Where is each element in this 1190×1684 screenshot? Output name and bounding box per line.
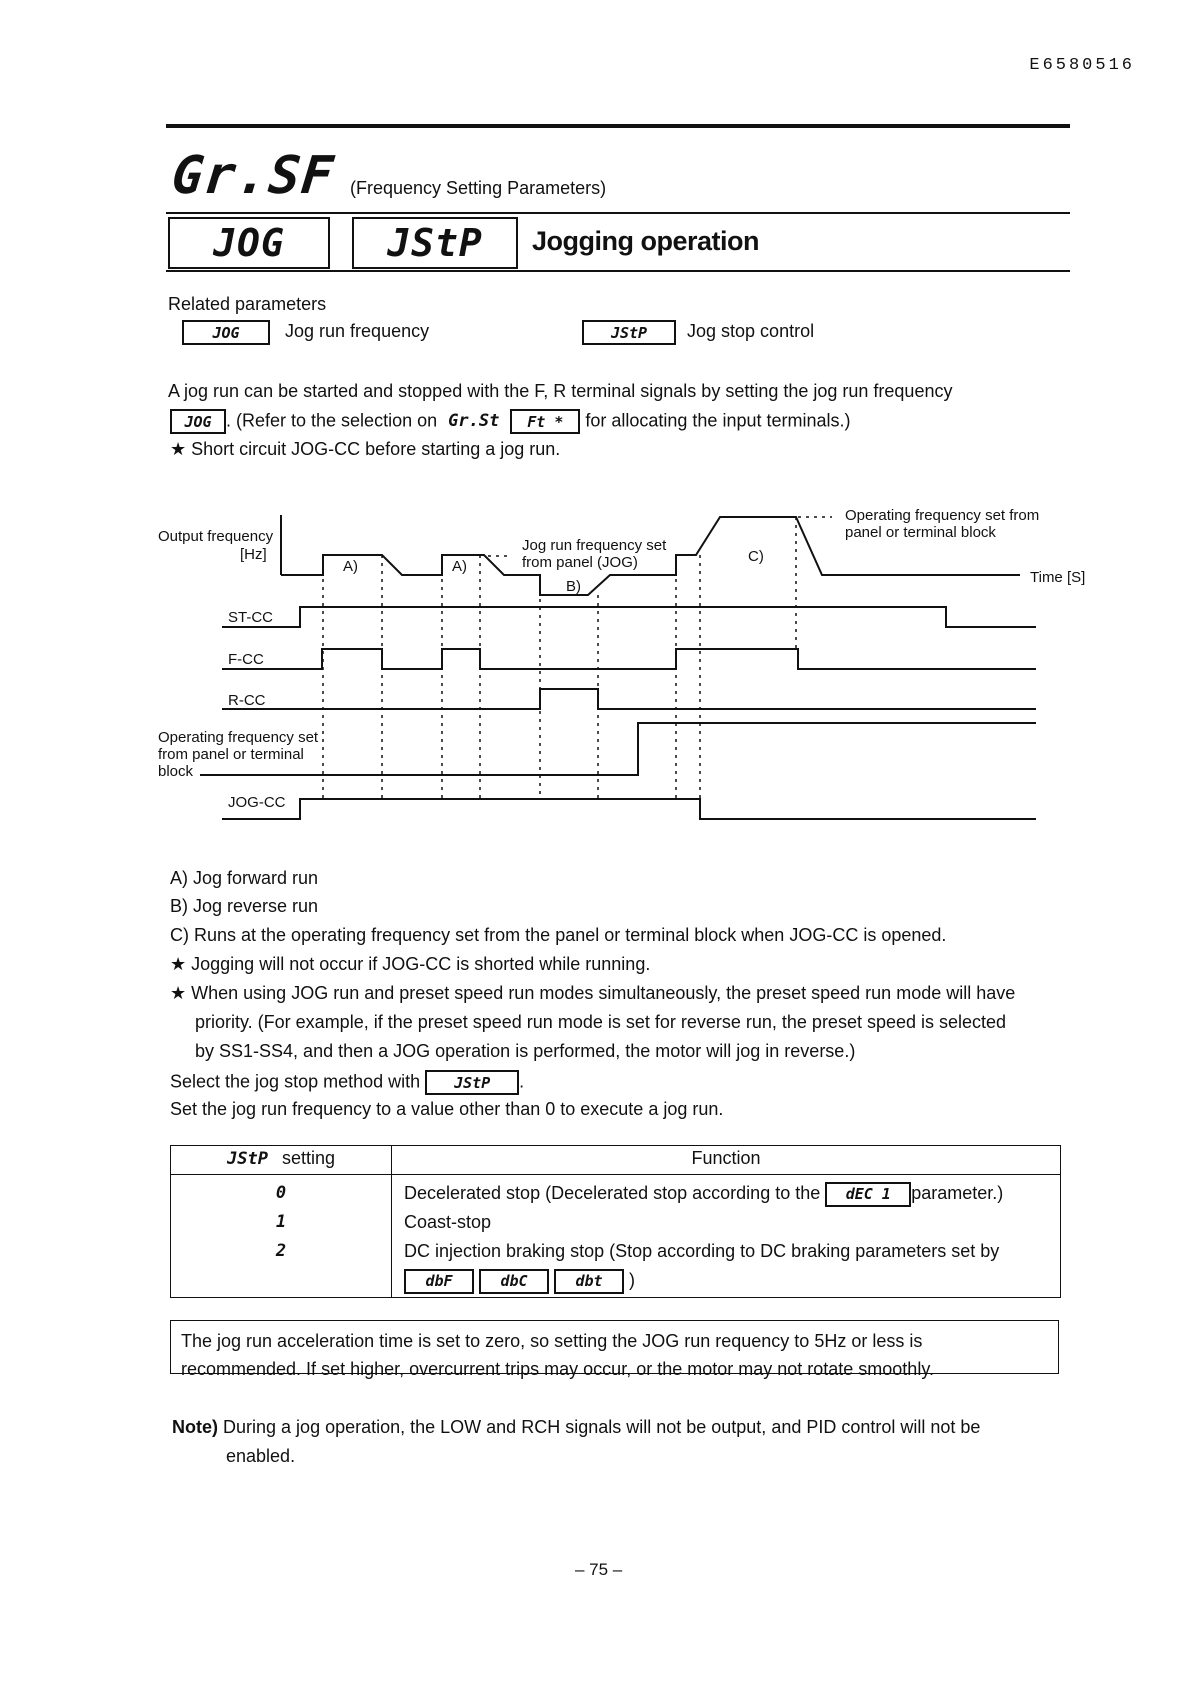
param-box: JStP (582, 320, 676, 345)
time-axis-label: Time [S] (1030, 569, 1086, 586)
intro-text: . (Refer to the selection on (226, 410, 438, 431)
function-2: DC injection braking stop (Stop according to DC braking parameters set by (404, 1241, 1000, 1261)
boxed-note-line1: The jog run acceleration time is set to zero, so setting the JOG run requency to 5Hz or less is (181, 1331, 923, 1351)
select-line (170, 1070, 524, 1095)
note-b: B) Jog reverse run (170, 896, 319, 916)
param-box: dbt (554, 1269, 624, 1294)
annotation-op-freq: Operating frequency set from (845, 507, 1040, 524)
star-note-3-line2: priority. (For example, if the preset speed run mode is set for reverse run, the preset speed is selected (195, 1012, 1007, 1032)
param-box: JStP (425, 1070, 519, 1095)
signal-label-st-cc: ST-CC (228, 609, 273, 626)
page-title: Jogging operation (532, 226, 759, 256)
document-id: E6580516 (1029, 56, 1135, 75)
related-desc: Jog stop control (687, 321, 815, 342)
axis-label: Output frequency (158, 528, 274, 545)
header-text: setting (281, 1148, 335, 1168)
label-a1: A) (343, 558, 358, 575)
select-text: Select the jog stop method with (170, 1071, 421, 1092)
table-header-row (171, 1146, 1061, 1175)
setting-value: 2 (275, 1241, 287, 1261)
table-header-setting (171, 1146, 392, 1175)
header-param-jog: JOG (168, 217, 330, 269)
function-2-params (404, 1266, 1048, 1295)
section-subtitle: (Frequency Setting Parameters) (350, 178, 607, 198)
param-box: dEC 1 (825, 1182, 911, 1207)
signal-label-opfreq: from panel or terminal (158, 746, 304, 763)
annotation-op-freq: panel or terminal block (845, 524, 996, 541)
table-row (171, 1175, 1061, 1298)
signal-st-cc-trace (222, 607, 1036, 627)
signal-f-cc-trace (222, 649, 1036, 669)
signal-opfreq-trace (200, 723, 1036, 775)
annotation-jog-freq: Jog run frequency set (522, 537, 667, 554)
setting-values (171, 1175, 392, 1298)
footnote-line2: enabled. (226, 1446, 296, 1466)
intro-line1: A jog run can be started and stopped with the F, R terminal signals by setting the jog run frequency (168, 381, 953, 401)
footnote-line1 (172, 1417, 980, 1438)
jstp-settings-table (170, 1145, 1061, 1298)
set-line: Set the jog run frequency to a value other than 0 to execute a jog run. (170, 1099, 724, 1119)
function-text: parameter.) (911, 1183, 1004, 1203)
signal-label-r-cc: R-CC (228, 692, 266, 709)
intro-text: for allocating the input terminals.) (585, 410, 851, 431)
function-text: Decelerated stop (Decelerated stop according to the (404, 1183, 821, 1203)
signal-label-jog-cc: JOG-CC (228, 794, 286, 811)
related-desc: Jog run frequency (285, 321, 430, 342)
setting-value: 0 (275, 1183, 287, 1203)
signal-r-cc-trace (222, 689, 1036, 709)
star-note-2: ★ Jogging will not occur if JOG-CC is shorted while running. (170, 954, 651, 974)
param-box: Ft * (510, 409, 580, 434)
param-code: JStP (227, 1149, 268, 1169)
section-code: Gr.SF (168, 146, 337, 206)
page-number: – 75 – (575, 1560, 623, 1579)
function-descriptions (392, 1175, 1061, 1298)
related-label: Related parameters (168, 294, 327, 314)
label-c: C) (748, 548, 764, 565)
function-text: ) (629, 1270, 636, 1290)
header-param-jstp: JStP (352, 217, 518, 269)
footnote-label: Note) (172, 1417, 218, 1437)
note-a: A) Jog forward run (170, 868, 319, 888)
annotation-jog-freq: from panel (JOG) (522, 554, 638, 571)
param-box: JOG (182, 320, 270, 345)
param-box: JOG (170, 409, 226, 434)
signal-label-opfreq: block (158, 763, 194, 780)
note-c: C) Runs at the operating frequency set from the panel or terminal block when JOG-CC is opened. (170, 925, 947, 945)
star-note-3-line1: ★ When using JOG run and preset speed run modes simultaneously, the preset speed run mode will have (170, 983, 1016, 1003)
select-text: . (519, 1071, 525, 1092)
label-a2: A) (452, 558, 467, 575)
function-0 (404, 1179, 1048, 1208)
signal-label-opfreq: Operating frequency set (158, 729, 319, 746)
param-box: dbF (404, 1269, 474, 1294)
axis-label: [Hz] (240, 546, 267, 563)
param-box: dbC (479, 1269, 549, 1294)
star-note-1: ★ Short circuit JOG-CC before starting a jog run. (170, 439, 561, 459)
group-code: Gr.St (448, 411, 500, 432)
signal-jog-cc-trace (222, 799, 1036, 819)
table-header-function: Function (392, 1146, 1061, 1175)
footnote-text: During a jog operation, the LOW and RCH signals will not be output, and PID control will not be (223, 1417, 981, 1437)
acceleration-note-box (170, 1320, 1059, 1379)
signal-label-f-cc: F-CC (228, 651, 264, 668)
function-1: Coast-stop (404, 1212, 492, 1232)
star-note-3-line3: by SS1-SS4, and then a JOG operation is performed, the motor will jog in reverse.) (195, 1041, 856, 1061)
label-b: B) (566, 578, 581, 595)
boxed-note-line2: recommended. If set higher, overcurrent trips may occur, or the motor may not rotate smoothly. (181, 1359, 934, 1379)
setting-value: 1 (275, 1212, 287, 1232)
